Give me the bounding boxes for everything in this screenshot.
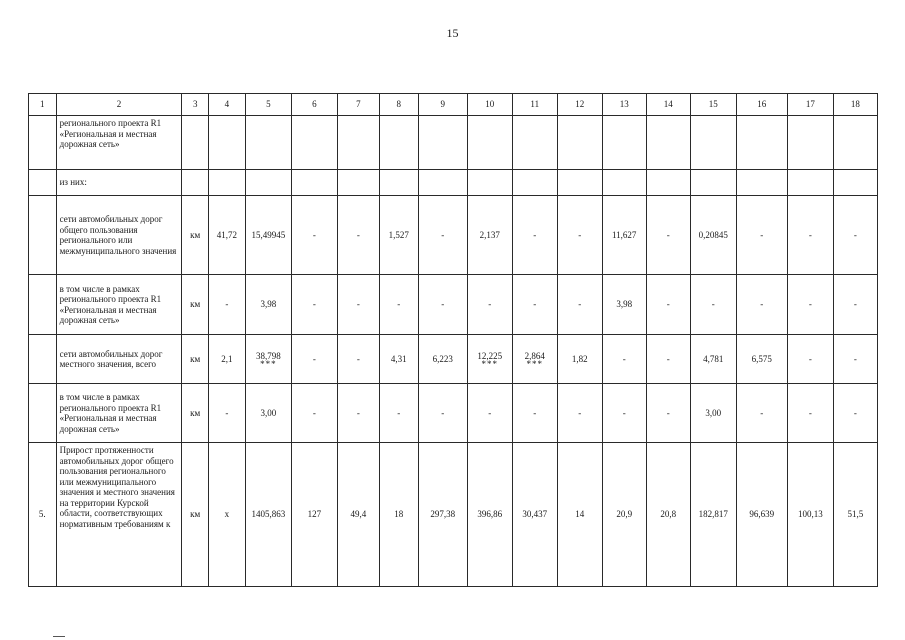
- row-number-cell: [29, 335, 57, 384]
- value-cell: [291, 443, 337, 587]
- unit-cell: [182, 170, 209, 196]
- column-header: 10: [467, 94, 512, 116]
- unit-cell: [182, 335, 209, 384]
- value-cell: [418, 116, 467, 170]
- cell-value: 3,00: [260, 407, 277, 418]
- cell-value: -: [711, 299, 715, 310]
- cell-value: -: [441, 407, 445, 418]
- value-cell: [787, 170, 833, 196]
- cell-value: 96,639: [749, 509, 775, 520]
- value-cell: [602, 443, 646, 587]
- row-number-cell: [29, 170, 57, 196]
- cell-value: 30,437: [522, 509, 548, 520]
- row-number-cell: [29, 275, 57, 335]
- cell-value: км: [190, 407, 201, 418]
- cell-value: 6,575: [751, 353, 772, 364]
- value-cell: [787, 196, 833, 275]
- value-cell: [833, 335, 877, 384]
- cell-value: -: [853, 407, 857, 418]
- cell-value: 18: [394, 509, 404, 520]
- value-cell: [787, 335, 833, 384]
- value-cell: [736, 443, 787, 587]
- value-cell: [646, 170, 690, 196]
- cell-value: -: [808, 407, 812, 418]
- column-header: 4: [209, 94, 246, 116]
- value-cell: [736, 384, 787, 443]
- cell-value: -: [312, 407, 316, 418]
- cell-value: 2,1: [221, 353, 233, 364]
- value-cell: [467, 196, 512, 275]
- value-cell: [512, 116, 557, 170]
- cell-value: -: [312, 229, 316, 240]
- cell-value: 297,38: [430, 509, 456, 520]
- column-header: 8: [379, 94, 418, 116]
- value-cell: [209, 335, 246, 384]
- row-number-cell: 5.: [29, 443, 57, 587]
- value-cell: [736, 116, 787, 170]
- value-cell: [245, 335, 291, 384]
- footer-mark: [53, 636, 65, 637]
- value-cell: [646, 384, 690, 443]
- column-header: 16: [736, 94, 787, 116]
- column-header: 2: [56, 94, 182, 116]
- value-cell: [690, 335, 736, 384]
- cell-value: 0,20845: [698, 229, 728, 240]
- value-cell: [209, 196, 246, 275]
- value-cell: [833, 443, 877, 587]
- cell-value: 41,72: [216, 229, 238, 240]
- value-cell: [209, 170, 246, 196]
- value-cell: [736, 170, 787, 196]
- value-cell: [245, 196, 291, 275]
- table-row: [29, 116, 878, 170]
- cell-value: 49,4: [350, 509, 367, 520]
- indicator-description: в том числе в рамках регионального проекта R1 «Региональная и местная дорожная сеть»: [56, 275, 182, 335]
- value-cell: [418, 275, 467, 335]
- row-number-cell: [29, 116, 57, 170]
- table-row: [29, 196, 878, 275]
- cell-value: км: [190, 509, 201, 520]
- value-cell: [690, 170, 736, 196]
- table-row: [29, 443, 878, 587]
- value-cell: [833, 196, 877, 275]
- value-cell: [833, 384, 877, 443]
- column-header: 5: [245, 94, 291, 116]
- cell-value: 4,781: [703, 353, 724, 364]
- cell-value: -: [356, 229, 360, 240]
- value-cell: [467, 443, 512, 587]
- value-cell: [467, 116, 512, 170]
- table-body: [29, 116, 878, 587]
- cell-value: -: [356, 407, 360, 418]
- unit-cell: [182, 384, 209, 443]
- indicator-description: сети автомобильных дорог местного значения, всего: [56, 335, 182, 384]
- cell-value: -: [808, 299, 812, 310]
- table-row: [29, 275, 878, 335]
- value-cell: [418, 443, 467, 587]
- column-header: 18: [833, 94, 877, 116]
- value-cell: [245, 384, 291, 443]
- value-cell: [512, 275, 557, 335]
- indicator-description: в том числе в рамках регионального проекта R1 «Региональная и местная дорожная сеть»: [56, 384, 182, 443]
- value-cell: [690, 275, 736, 335]
- cell-value: 12,225: [477, 350, 503, 361]
- value-cell: [690, 116, 736, 170]
- cell-value: -: [808, 229, 812, 240]
- cell-value: 15,49945: [251, 229, 286, 240]
- value-cell: [557, 275, 602, 335]
- cell-value: -: [853, 229, 857, 240]
- value-cell: [736, 275, 787, 335]
- value-cell: [833, 116, 877, 170]
- value-cell: [646, 443, 690, 587]
- value-cell: [557, 335, 602, 384]
- cell-value: 14: [575, 509, 585, 520]
- cell-value: -: [225, 299, 229, 310]
- cell-value: -: [533, 229, 537, 240]
- row-number-cell: [29, 384, 57, 443]
- value-cell: [467, 335, 512, 384]
- cell-value: -: [312, 299, 316, 310]
- value-cell: [690, 384, 736, 443]
- cell-value: -: [488, 299, 492, 310]
- value-cell: [379, 116, 418, 170]
- cell-value: 51,5: [847, 509, 864, 520]
- footnote-mark: ***: [526, 359, 543, 370]
- value-cell: [512, 384, 557, 443]
- cell-value: 3,00: [705, 407, 722, 418]
- value-cell: [467, 384, 512, 443]
- cell-value: 11,627: [612, 229, 637, 240]
- cell-value: -: [808, 353, 812, 364]
- cell-value: -: [666, 407, 670, 418]
- cell-value: -: [356, 353, 360, 364]
- cell-value: 1405,863: [251, 509, 286, 520]
- indicator-description: регионального проекта R1 «Региональная и местная дорожная сеть»: [56, 116, 182, 170]
- value-cell: [337, 170, 379, 196]
- cell-value: 3,98: [616, 299, 633, 310]
- value-cell: [379, 196, 418, 275]
- cell-value: -: [666, 229, 670, 240]
- cell-value: -: [533, 299, 537, 310]
- cell-value: х: [224, 509, 230, 520]
- cell-value: -: [853, 299, 857, 310]
- cell-value: 2,137: [479, 229, 500, 240]
- cell-value: 3,98: [260, 299, 277, 310]
- unit-cell: [182, 443, 209, 587]
- column-header: 14: [646, 94, 690, 116]
- cell-value: 1,82: [571, 353, 588, 364]
- value-cell: [291, 196, 337, 275]
- cell-value: -: [356, 299, 360, 310]
- unit-cell: [182, 116, 209, 170]
- value-cell: [379, 384, 418, 443]
- value-cell: [646, 335, 690, 384]
- cell-value: -: [397, 299, 401, 310]
- cell-value: 127: [307, 509, 322, 520]
- cell-value: 2,864: [524, 350, 545, 361]
- value-cell: [379, 335, 418, 384]
- table-row: [29, 170, 878, 196]
- indicator-description: из них:: [56, 170, 182, 196]
- value-cell: [209, 116, 246, 170]
- table-row: [29, 384, 878, 443]
- footnote-mark: ***: [260, 359, 277, 370]
- value-cell: [833, 275, 877, 335]
- value-cell: [787, 116, 833, 170]
- column-header: 13: [602, 94, 646, 116]
- value-cell: [646, 116, 690, 170]
- value-cell: [245, 116, 291, 170]
- value-cell: [379, 170, 418, 196]
- value-cell: [379, 275, 418, 335]
- value-cell: [291, 335, 337, 384]
- column-header: 15: [690, 94, 736, 116]
- cell-value: 20,8: [660, 509, 677, 520]
- value-cell: [602, 275, 646, 335]
- column-header: 3: [182, 94, 209, 116]
- value-cell: [690, 196, 736, 275]
- indicator-description: сети автомобильных дорог общего пользования регионального или межмуниципального значения: [56, 196, 182, 275]
- value-cell: [337, 275, 379, 335]
- value-cell: [209, 275, 246, 335]
- value-cell: [418, 196, 467, 275]
- cell-value: -: [312, 353, 316, 364]
- value-cell: [512, 443, 557, 587]
- value-cell: [418, 170, 467, 196]
- value-cell: [557, 443, 602, 587]
- value-cell: [291, 384, 337, 443]
- cell-value: -: [578, 407, 582, 418]
- column-header: 17: [787, 94, 833, 116]
- value-cell: [833, 170, 877, 196]
- row-number-cell: [29, 196, 57, 275]
- value-cell: [736, 196, 787, 275]
- value-cell: [337, 116, 379, 170]
- cell-value: -: [441, 229, 445, 240]
- value-cell: [602, 335, 646, 384]
- cell-value: -: [488, 407, 492, 418]
- value-cell: [209, 384, 246, 443]
- value-cell: [646, 275, 690, 335]
- indicator-description: Прирост протяженности автомобильных дорог общего пользования регионального или межмуниципального значения и местного значения на территории Курской области, соответствующих нормативным требованиям к: [56, 443, 182, 587]
- value-cell: [557, 170, 602, 196]
- value-cell: [602, 170, 646, 196]
- value-cell: [291, 116, 337, 170]
- value-cell: [602, 116, 646, 170]
- cell-value: км: [190, 353, 201, 364]
- value-cell: [512, 170, 557, 196]
- value-cell: [291, 275, 337, 335]
- value-cell: [787, 275, 833, 335]
- value-cell: [557, 116, 602, 170]
- table-row: [29, 335, 878, 384]
- cell-value: км: [190, 229, 201, 240]
- cell-value: -: [760, 407, 764, 418]
- cell-value: -: [225, 407, 229, 418]
- cell-value: 182,817: [698, 509, 728, 520]
- value-cell: [245, 275, 291, 335]
- cell-value: км: [190, 299, 201, 310]
- value-cell: [602, 384, 646, 443]
- value-cell: [291, 170, 337, 196]
- cell-value: 4,31: [390, 353, 407, 364]
- cell-value: -: [760, 299, 764, 310]
- cell-value: -: [441, 299, 445, 310]
- column-header: 9: [418, 94, 467, 116]
- value-cell: [557, 384, 602, 443]
- value-cell: [646, 196, 690, 275]
- value-cell: [245, 443, 291, 587]
- value-cell: [602, 196, 646, 275]
- unit-cell: [182, 275, 209, 335]
- cell-value: -: [533, 407, 537, 418]
- cell-value: 20,9: [616, 509, 633, 520]
- value-cell: [467, 275, 512, 335]
- cell-value: -: [622, 407, 626, 418]
- value-cell: [337, 335, 379, 384]
- value-cell: [379, 443, 418, 587]
- cell-value: 396,86: [477, 509, 503, 520]
- cell-value: -: [666, 353, 670, 364]
- value-cell: [337, 384, 379, 443]
- cell-value: -: [397, 407, 401, 418]
- value-cell: [337, 196, 379, 275]
- value-cell: [418, 335, 467, 384]
- cell-value: -: [760, 229, 764, 240]
- value-cell: [512, 335, 557, 384]
- cell-value: -: [666, 299, 670, 310]
- value-cell: [418, 384, 467, 443]
- column-header: 7: [337, 94, 379, 116]
- cell-value: -: [578, 229, 582, 240]
- cell-value: -: [853, 353, 857, 364]
- data-table: [28, 93, 878, 587]
- value-cell: [736, 335, 787, 384]
- cell-value: 1,527: [388, 229, 409, 240]
- value-cell: [467, 170, 512, 196]
- unit-cell: [182, 196, 209, 275]
- column-header: 12: [557, 94, 602, 116]
- cell-value: 100,13: [797, 509, 823, 520]
- cell-value: 6,223: [432, 353, 453, 364]
- value-cell: [787, 384, 833, 443]
- cell-value: 38,798: [255, 350, 281, 361]
- cell-value: -: [622, 353, 626, 364]
- column-header: 1: [29, 94, 57, 116]
- value-cell: [512, 196, 557, 275]
- footnote-mark: ***: [481, 359, 498, 370]
- header-row: [29, 94, 878, 116]
- value-cell: [557, 196, 602, 275]
- page-number: 15: [446, 26, 459, 40]
- column-header: 11: [512, 94, 557, 116]
- value-cell: [787, 443, 833, 587]
- value-cell: [209, 443, 246, 587]
- value-cell: [245, 170, 291, 196]
- cell-value: -: [578, 299, 582, 310]
- value-cell: [337, 443, 379, 587]
- column-header: 6: [291, 94, 337, 116]
- value-cell: [690, 443, 736, 587]
